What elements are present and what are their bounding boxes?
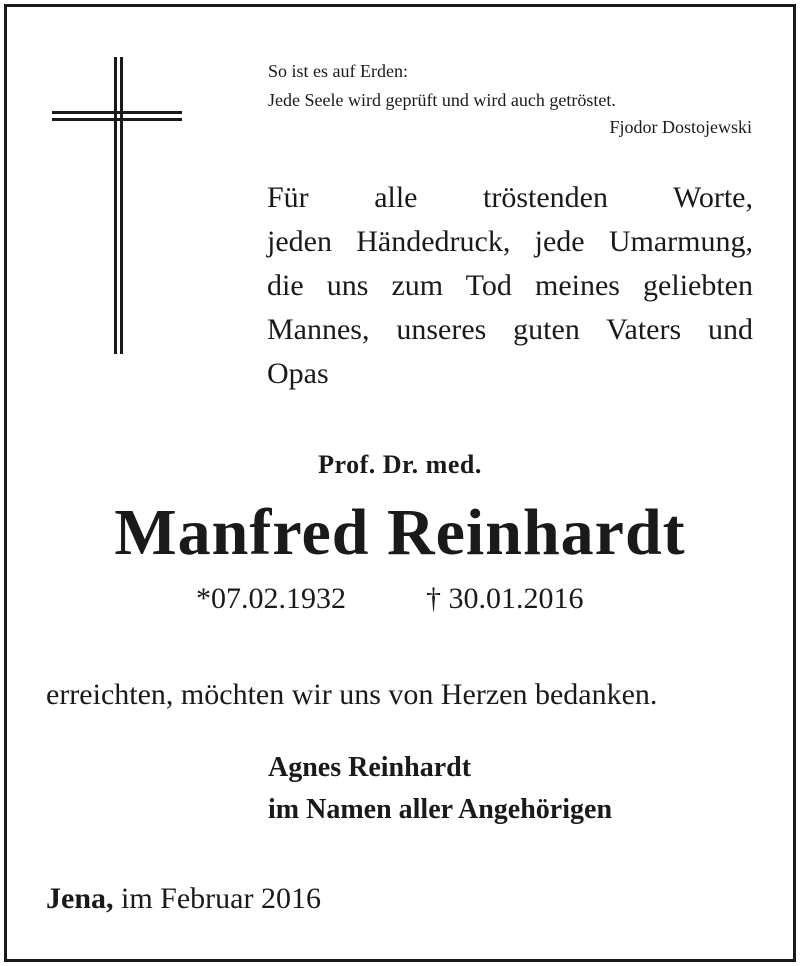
place-date [46, 882, 321, 916]
body-text [267, 176, 753, 396]
body-line: die uns zum Tod meines geliebten [267, 269, 753, 302]
place-city: Jena, [46, 882, 114, 915]
deceased-name: Manfred Reinhardt [114, 496, 686, 569]
body-line: Für alle tröstenden Worte, [267, 181, 753, 214]
signature-name: Agnes Reinhardt [268, 752, 472, 783]
cross-icon [52, 57, 182, 355]
thanks-line: erreichten, möchten wir uns von Herzen bedanken. [46, 678, 658, 711]
quote-line-2: Jede Seele wird geprüft und wird auch getröstet. [268, 90, 616, 110]
body-line: jeden Händedruck, jede Umarmung, [267, 225, 753, 258]
body-line: Mannes, unseres guten Vaters und [267, 313, 753, 346]
academic-title: Prof. Dr. med. [318, 450, 482, 479]
birth-date: *07.02.1932 [196, 582, 346, 615]
signature-subline: im Namen aller Angehörigen [268, 794, 613, 825]
quote-author: Fjodor Dostojewski [609, 117, 752, 137]
quote-line-1: So ist es auf Erden: [268, 61, 408, 81]
body-line: Opas [267, 357, 329, 390]
death-date: † 30.01.2016 [426, 582, 584, 615]
place-month: im Februar 2016 [121, 882, 321, 915]
